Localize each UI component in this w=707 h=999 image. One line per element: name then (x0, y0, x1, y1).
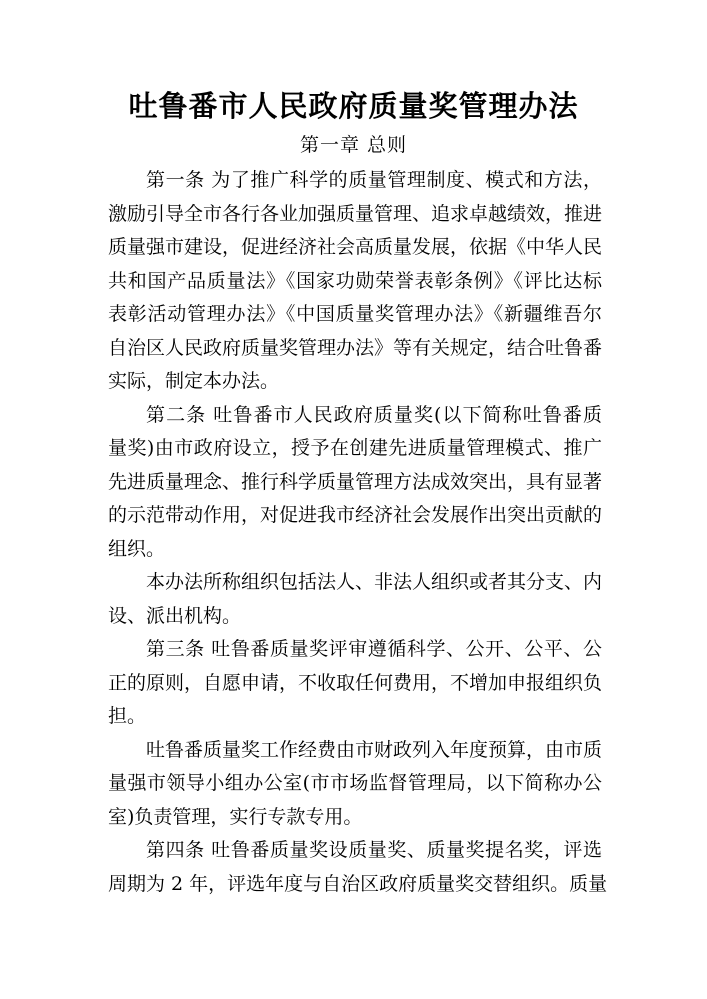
text-line: 量奖)由市政府设立，授予在创建先进质量管理模式、推广 (108, 437, 602, 459)
document-title: 吐鲁番市人民政府质量奖管理办法 (128, 89, 579, 123)
text-line: 担。 (108, 705, 147, 727)
text-line: 的示范带动作用，对促进我市经济社会发展作出突出贡献的 (108, 504, 603, 526)
text-line: 激励引导全市各行各业加强质量管理、追求卓越绩效，推进 (108, 202, 603, 225)
text-line: 量强市领导小组办公室(市市场监督管理局，以下简称办公 (108, 772, 602, 794)
text-line: 组织。 (108, 537, 166, 560)
chapter-heading: 第一章 总则 (299, 134, 408, 156)
text-line: 室)负责管理，实行专款专用。 (108, 805, 363, 828)
text-line: 自治区人民政府质量奖管理办法》等有关规定，结合吐鲁番 (108, 336, 603, 359)
text-line: 正的原则，自愿申请，不收取任何费用，不增加申报组织负 (108, 671, 603, 694)
text-line: 第四条 吐鲁番质量奖设质量奖、质量奖提名奖，评选 (146, 839, 602, 861)
text-line: 本办法所称组织包括法人、非法人组织或者其分支、内 (146, 571, 603, 593)
body-text (108, 164, 608, 901)
text-line: 表彰活动管理办法》《中国质量奖管理办法》《新疆维吾尔 (108, 303, 602, 325)
text-line: 实际，制定本办法。 (108, 370, 280, 392)
text-line: 周期为 2 年，评选年度与自治区政府质量奖交替组织。质量 (108, 872, 608, 895)
text-line: 质量强市建设，促进经济社会高质量发展，依据《中华人民 (108, 236, 603, 258)
text-line: 第一条 为了推广科学的质量管理制度、模式和方法， (146, 169, 602, 191)
text-line: 第三条 吐鲁番质量奖评审遵循科学、公开、公平、公 (146, 638, 602, 660)
text-line: 设、派出机构。 (108, 604, 242, 627)
text-line: 第二条 吐鲁番市人民政府质量奖(以下简称吐鲁番质 (146, 403, 602, 426)
text-line: 共和国产品质量法》《国家功勋荣誉表彰条例》《评比达标 (108, 269, 602, 292)
text-line: 吐鲁番质量奖工作经费由市财政列入年度预算，由市质 (146, 738, 603, 761)
text-line: 先进质量理念、推行科学质量管理方法成效突出，具有显著 (108, 470, 603, 493)
